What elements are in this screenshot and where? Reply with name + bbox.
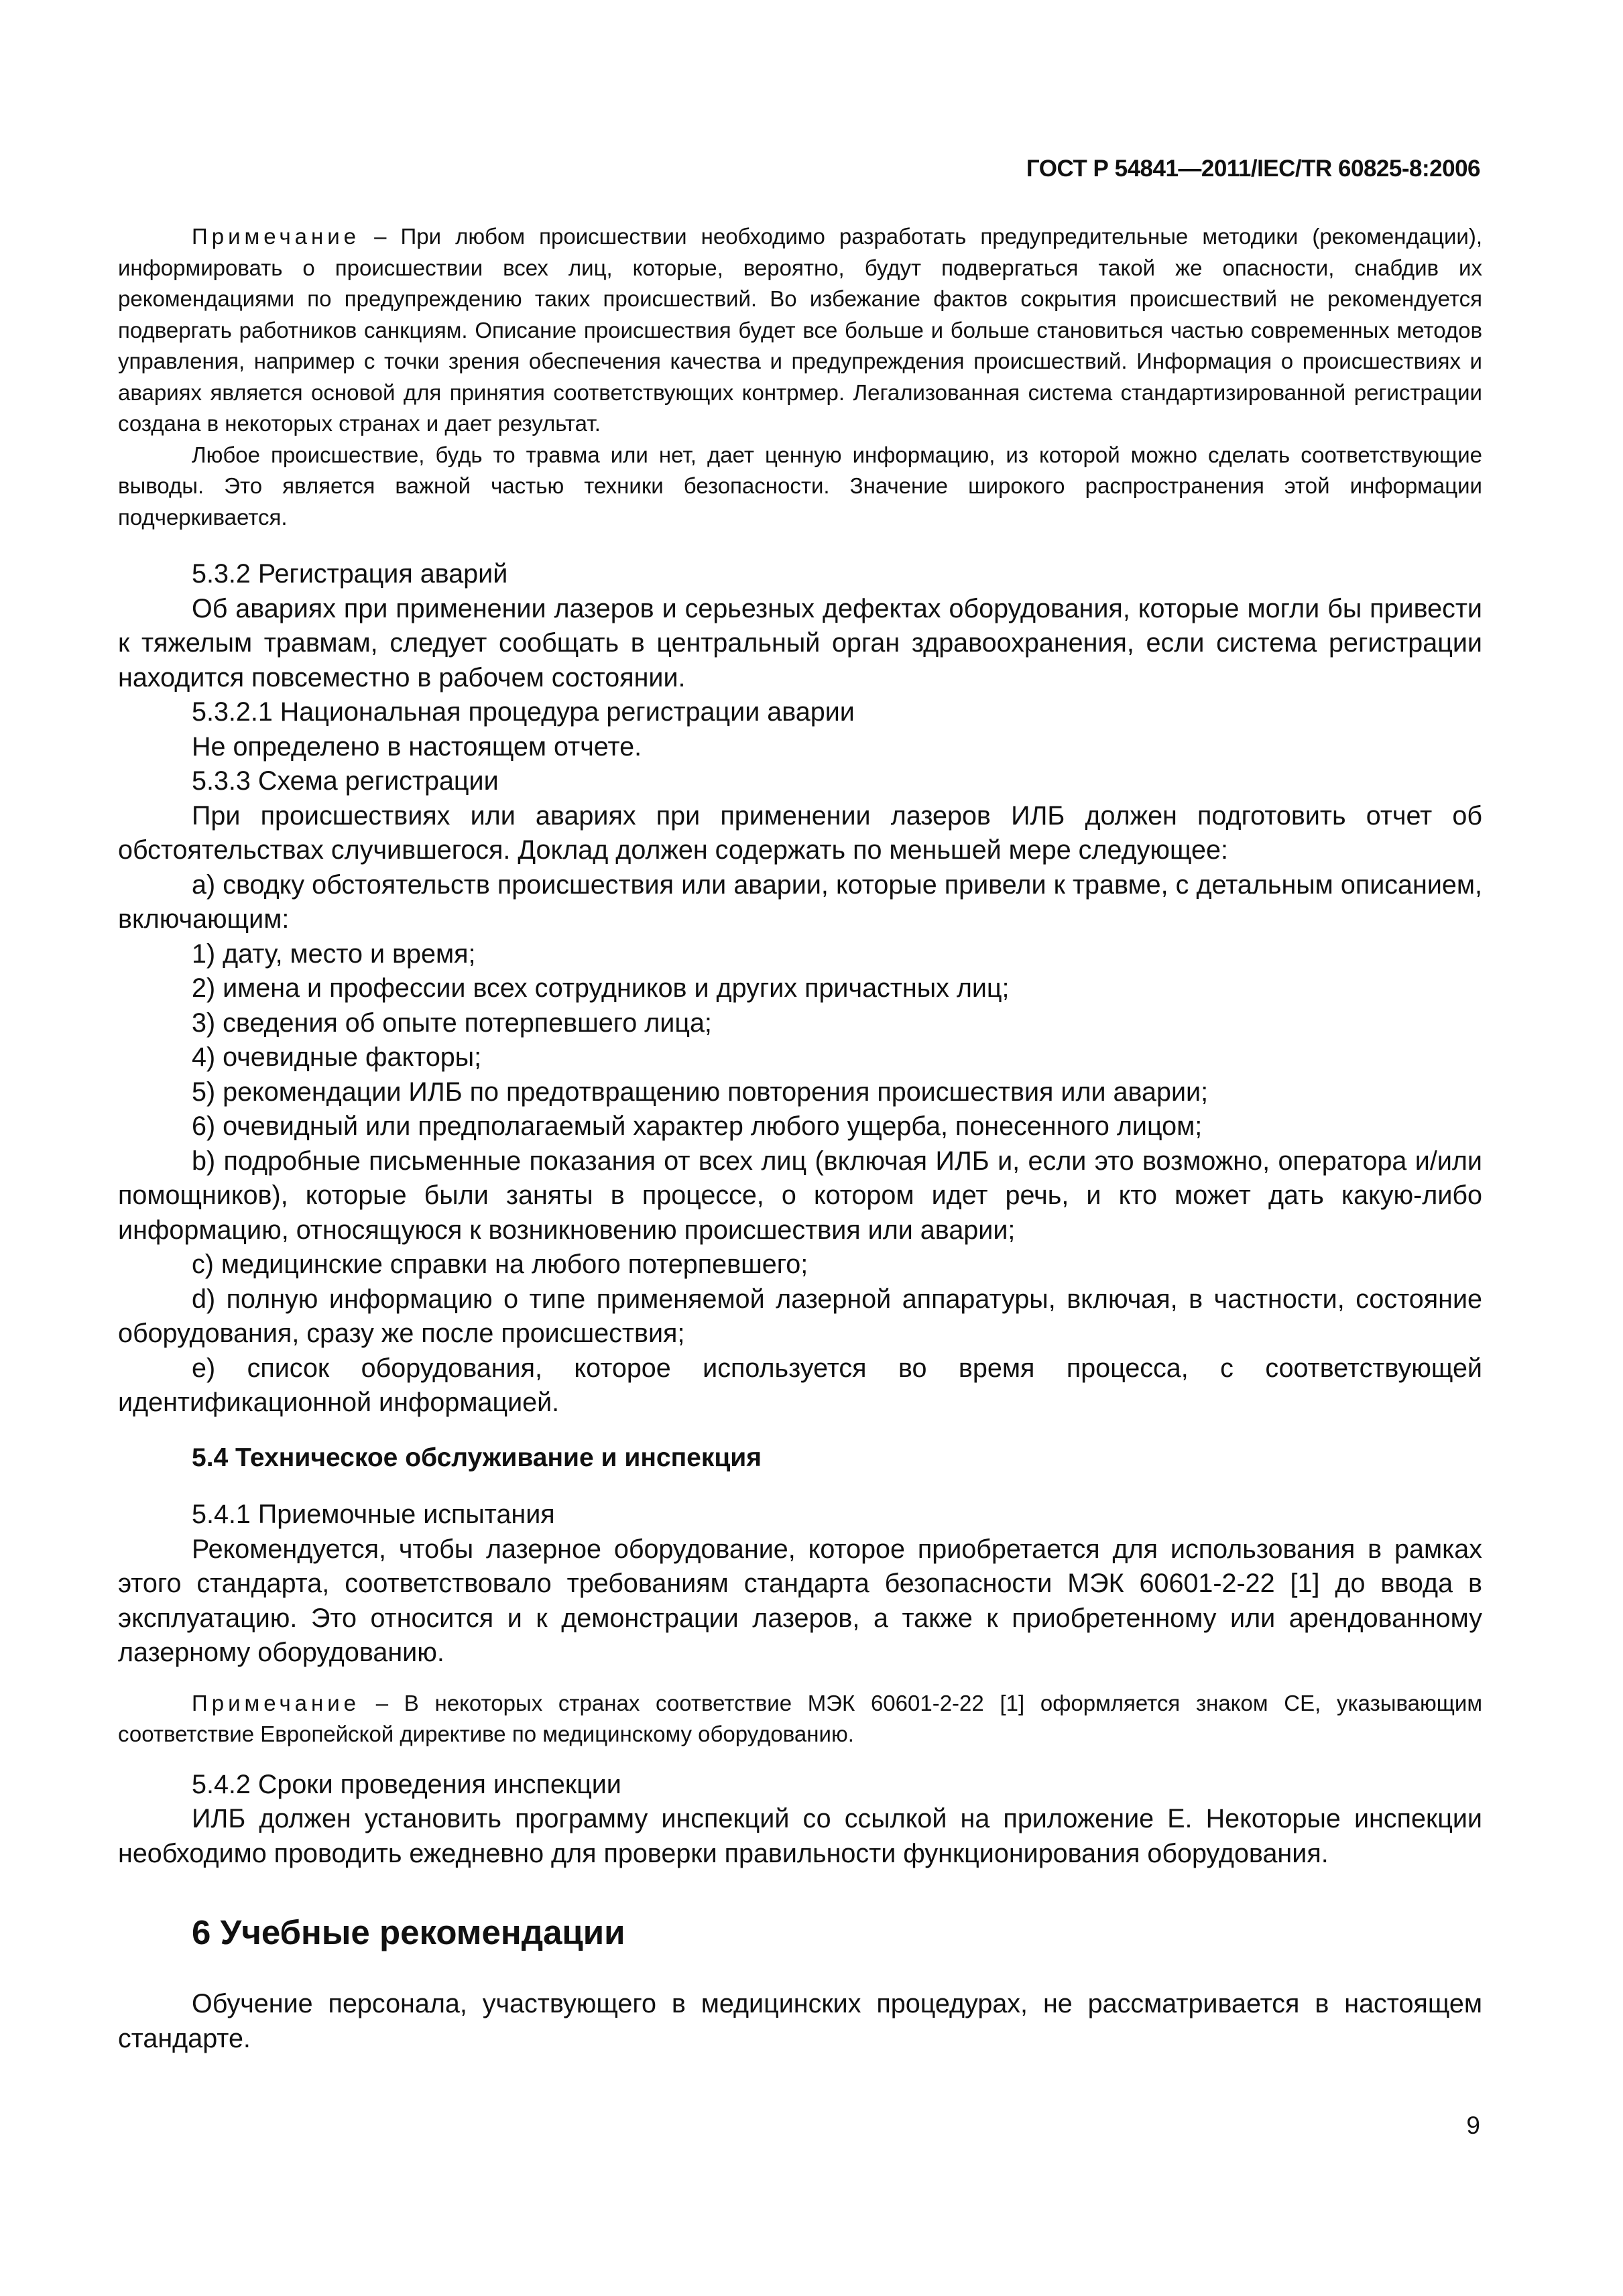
- list-item: 5) рекомендации ИЛБ по предотвращению повторения происшествия или аварии;: [192, 1077, 1209, 1107]
- note-block-2: [118, 1688, 1482, 1750]
- note-label: Примечание: [192, 1690, 361, 1715]
- paragraph: Не определено в настоящем отчете.: [192, 731, 642, 762]
- paragraph: Обучение персонала, участвующего в медицинских процедурах, не рассматривается в настоящем стандарте.: [118, 1989, 1482, 2053]
- note-paragraph-2: Любое происшествие, будь то травма или нет, дает ценную информацию, из которой можно сделать соответствующие выводы. Это является важной частью техники безопасности. Значение широкого распространения этой информации подчеркивается.: [118, 442, 1482, 530]
- list-item: 4) очевидные факторы;: [192, 1042, 482, 1072]
- section-5-4-heading: 5.4 Техническое обслуживание и инспекция: [192, 1443, 762, 1472]
- section-5-4-2-heading: 5.4.2 Сроки проведения инспекции: [192, 1769, 621, 1799]
- section-5-4-1-block: [118, 1498, 1482, 1671]
- section-5-3-2-1-heading: 5.3.2.1 Национальная процедура регистрации аварии: [192, 697, 855, 727]
- paragraph: ИЛБ должен установить программу инспекций со ссылкой на приложение Е. Некоторые инспекции необходимо проводить ежедневно для проверки правильности функционирования оборудования.: [118, 1804, 1482, 1868]
- section-5-4-2-block: [118, 1768, 1482, 1872]
- paragraph: При происшествиях или авариях при применении лазеров ИЛБ должен подготовить отчет об обстоятельствах случившегося. Доклад должен содержать по меньшей мере следующее:: [118, 800, 1482, 865]
- list-item: e) список оборудования, которое используется во время процесса, с соответствующей идентификационной информацией.: [118, 1353, 1482, 1417]
- list-item: a) сводку обстоятельств происшествия или аварии, которые привели к травме, с детальным описанием, включающим:: [118, 869, 1482, 934]
- note-label: Примечание: [192, 224, 361, 249]
- section-5-3-3-heading: 5.3.3 Схема регистрации: [192, 766, 499, 796]
- section-6-heading: 6 Учебные рекомендации: [192, 1913, 625, 1951]
- section-6-block: [118, 1987, 1482, 2056]
- list-item: 1) дату, место и время;: [192, 939, 476, 969]
- document-header: ГОСТ Р 54841—2011/IEC/TR 60825-8:2006: [1026, 156, 1480, 182]
- page-content: [118, 221, 1482, 2056]
- list-item: 2) имена и профессии всех сотрудников и других причастных лиц;: [192, 973, 1010, 1003]
- section-5-4-1-heading: 5.4.1 Приемочные испытания: [192, 1500, 555, 1529]
- list-item: 3) сведения об опыте потерпевшего лица;: [192, 1008, 712, 1038]
- note-block-1: [118, 221, 1482, 533]
- list-item: 6) очевидный или предполагаемый характер любого ущерба, понесенного лицом;: [192, 1111, 1203, 1141]
- list-item: c) медицинские справки на любого потерпевшего;: [192, 1250, 808, 1279]
- section-5-3-2-heading: 5.3.2 Регистрация аварий: [192, 559, 508, 589]
- note-text: – В некоторых странах соответствие МЭК 60601-2-22 [1] оформляется знаком СЕ, указывающим соответствие Европейской директиве по медицинскому оборудованию.: [118, 1690, 1482, 1746]
- list-item: b) подробные письменные показания от всех лиц (включая ИЛБ и, если это возможно, оператора и/или помощников), которые были заняты в процессе, о котором идет речь, и кто может дать какую-либо информацию, относящуюся к возникновению происшествия или аварии;: [118, 1146, 1482, 1245]
- note-text: – При любом происшествии необходимо разработать предупредительные методики (рекомендации), информировать о происшествии всех лиц, которые, вероятно, будут подвергаться такой же опасности, снабдив их рекомендациями по предупреждению таких происшествий. Во избежание фактов сокрытия происшествий не рекомендуется подвергать работников санкциям. Описание происшествия будет все больше и больше становиться частью современных методов управления, например с точки зрения обеспечения качества и предупреждения происшествий. Информация о происшествиях и авариях является основой для принятия соответствующих контрмер. Легализованная система стандартизированной регистрации создана в некоторых странах и дает результат.: [118, 224, 1482, 436]
- note-paragraph: [118, 1688, 1482, 1750]
- page-number: 9: [1466, 2112, 1480, 2139]
- note-paragraph: [118, 221, 1482, 440]
- section-5-3-block: [118, 557, 1482, 1421]
- paragraph: Рекомендуется, чтобы лазерное оборудование, которое приобретается для использования в рамках этого стандарта, соответствовало требованиям стандарта безопасности МЭК 60601-2-22 [1] до ввода в эксплуатацию. Это относится и к демонстрации лазеров, а также к приобретенному или арендованному лазерному оборудованию.: [118, 1534, 1482, 1667]
- paragraph: Об авариях при применении лазеров и серьезных дефектах оборудования, которые могли бы привести к тяжелым травмам, следует сообщать в центральный орган здравоохранения, если система регистрации находится повсеместно в рабочем состоянии.: [118, 593, 1482, 692]
- list-item: d) полную информацию о типе применяемой лазерной аппаратуры, включая, в частности, состояние оборудования, сразу же после происшествия;: [118, 1284, 1482, 1348]
